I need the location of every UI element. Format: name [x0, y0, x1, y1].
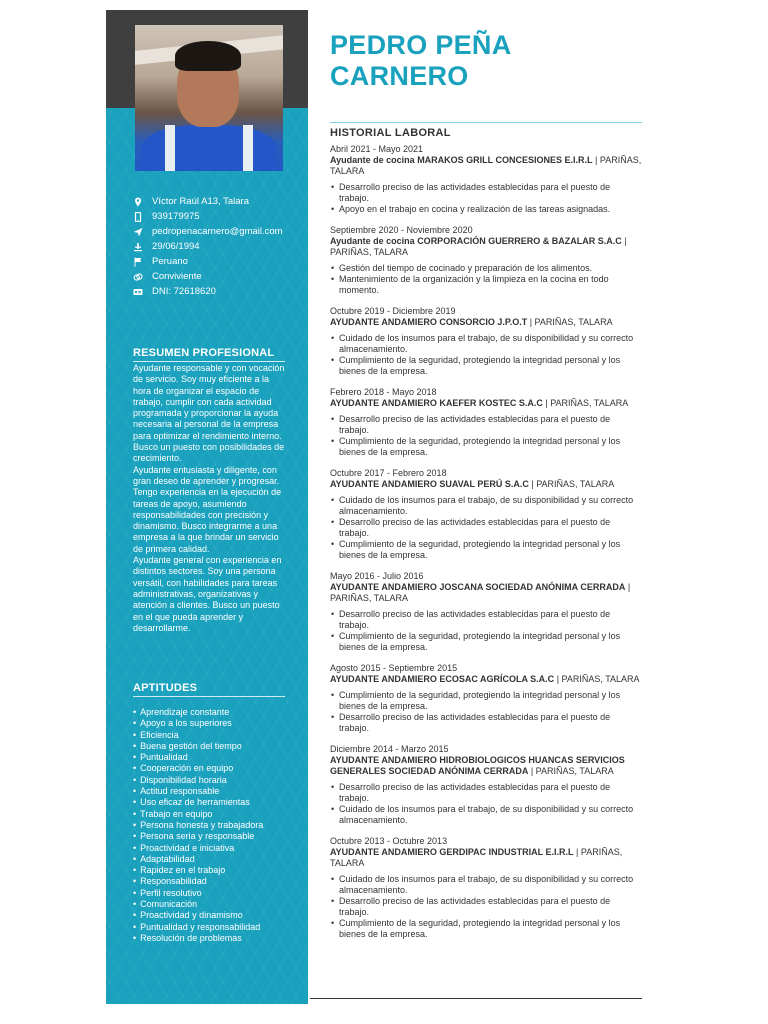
job-entry — [330, 836, 642, 940]
candidate-name — [330, 30, 642, 92]
job-bullet: • Cumplimiento de la seguridad, protegiendo la integridad personal y los bienes de la empresa. — [330, 690, 642, 712]
job-location: | PARIÑAS, TALARA — [542, 398, 629, 408]
job-location: | PARIÑAS, TALARA — [528, 766, 614, 776]
job-bullet: • Cuidado de los insumos para el trabajo, de su disponibilidad y su correcto almacenamiento. — [330, 495, 642, 517]
calendar-icon — [132, 241, 144, 252]
job-bullets — [330, 263, 642, 296]
job-dates: Agosto 2015 - Septiembre 2015 — [330, 663, 458, 673]
job-bullets — [330, 333, 642, 377]
summary-text — [133, 363, 285, 634]
footer-divider — [310, 998, 642, 999]
skill-item: • Proactividad y dinamismo — [133, 910, 293, 921]
job-bullet: • Apoyo en el trabajo en cocina y realización de las tareas asignadas. — [330, 204, 642, 215]
contact-row — [132, 241, 302, 252]
job-bullet: • Cumplimiento de la seguridad, protegiendo la integridad personal y los bienes de la empresa. — [330, 355, 642, 377]
job-bullet: • Mantenimiento de la organización y la limpieza en la cocina en todo momento. — [330, 274, 642, 296]
main-content — [330, 30, 642, 939]
skill-item: • Proactividad e iniciativa — [133, 843, 293, 854]
job-dates: Abril 2021 - Mayo 2021 — [330, 144, 424, 154]
job-entry — [330, 144, 642, 215]
job-bullet: • Desarrollo preciso de las actividades establecidas para el puesto de trabajo. — [330, 517, 642, 539]
job-dates: Septiembre 2020 - Noviembre 2020 — [330, 225, 473, 235]
location-pin-icon — [132, 196, 144, 207]
job-entry — [330, 468, 642, 561]
job-bullet: • Cumplimiento de la seguridad, protegiendo la integridad personal y los bienes de la empresa. — [330, 539, 642, 561]
contact-list — [132, 196, 302, 301]
job-role: AYUDANTE ANDAMIERO SUAVAL PERÚ S.A.C — [330, 479, 529, 489]
job-dates: Octubre 2017 - Febrero 2018 — [330, 468, 447, 478]
contact-row — [132, 286, 302, 297]
summary-title: RESUMEN PROFESIONAL — [133, 347, 275, 359]
skill-item: • Disponibilidad horaria — [133, 775, 293, 786]
job-role: AYUDANTE ANDAMIERO KAEFER KOSTEC S.A.C — [330, 398, 543, 408]
job-entry — [330, 225, 642, 296]
profile-photo — [135, 25, 283, 171]
job-dates: Octubre 2019 - Diciembre 2019 — [330, 306, 456, 316]
skill-item: • Comunicación — [133, 899, 293, 910]
contact-text: Víctor Raúl A13, Talara — [152, 196, 249, 207]
job-location: | PARIÑAS, TALARA — [330, 582, 631, 603]
job-dates: Mayo 2016 - Julio 2016 — [330, 571, 424, 581]
job-role-line — [330, 674, 642, 685]
job-bullet: • Cumplimiento de la seguridad, protegiendo la integridad personal y los bienes de la empresa. — [330, 436, 642, 458]
id-card-icon — [132, 286, 144, 297]
phone-icon — [132, 211, 144, 222]
skill-item: • Responsabilidad — [133, 876, 293, 887]
job-role: AYUDANTE ANDAMIERO CONSORCIO J.P.O.T — [330, 317, 528, 327]
job-location: | PARIÑAS, TALARA — [330, 236, 627, 257]
job-bullet: • Cumplimiento de la seguridad, protegiendo la integridad personal y los bienes de la empresa. — [330, 631, 642, 653]
contact-row — [132, 256, 302, 267]
name-line-2: CARNERO — [330, 61, 469, 91]
job-role: AYUDANTE ANDAMIERO ECOSAC AGRÍCOLA S.A.C — [330, 674, 555, 684]
job-role-line — [330, 155, 642, 177]
job-bullet: • Cuidado de los insumos para el trabajo, de su disponibilidad y su correcto almacenamiento. — [330, 874, 642, 896]
skill-item: • Puntualidad y responsabilidad — [133, 922, 293, 933]
contact-row — [132, 271, 302, 282]
job-bullets — [330, 414, 642, 458]
job-role: Ayudante de cocina MARAKOS GRILL CONCESIONES E.I.R.L — [330, 155, 593, 165]
job-location: | PARIÑAS, TALARA — [330, 847, 623, 868]
contact-row — [132, 196, 302, 207]
job-bullets — [330, 182, 642, 215]
job-role: AYUDANTE ANDAMIERO GERDIPAC INDUSTRIAL E.I.R.L — [330, 847, 574, 857]
skill-item: • Eficiencia — [133, 730, 293, 741]
contact-text: 29/06/1994 — [152, 241, 200, 252]
job-role-line — [330, 582, 642, 604]
contact-text: Conviviente — [152, 271, 202, 282]
skill-item: • Trabajo en equipo — [133, 809, 293, 820]
skills-list — [133, 707, 293, 944]
job-entry — [330, 387, 642, 458]
job-entry — [330, 571, 642, 653]
summary-rule — [133, 361, 285, 362]
contact-text: pedropenacarnero@gmail.com — [152, 226, 283, 237]
job-location: | PARIÑAS, TALARA — [527, 317, 613, 327]
job-bullet: • Desarrollo preciso de las actividades establecidas para el puesto de trabajo. — [330, 712, 642, 734]
job-entry — [330, 306, 642, 377]
skill-item: • Resolución de problemas — [133, 933, 293, 944]
skill-item: • Buena gestión del tiempo — [133, 741, 293, 752]
job-bullets — [330, 690, 642, 734]
summary-paragraph: Ayudante responsable y con vocación de servicio. Soy muy eficiente a la hora de organizar el espacio de trabajo, cumplir con cada actividad programada y proporcionar la ayuda necesaria al personal de la empresa para optimizar el rendimiento interno. Busco un puesto con posibilidades de crecimiento. — [133, 363, 285, 464]
skill-item: • Aprendizaje constante — [133, 707, 293, 718]
job-role-line — [330, 236, 642, 258]
job-bullet: • Desarrollo preciso de las actividades establecidas para el puesto de trabajo. — [330, 182, 642, 204]
contact-text: DNI: 72618620 — [152, 286, 216, 297]
job-bullets — [330, 495, 642, 561]
contact-row — [132, 226, 302, 237]
job-entry — [330, 744, 642, 826]
skill-item: • Persona seria y responsable — [133, 831, 293, 842]
job-role-line — [330, 317, 642, 328]
job-bullets — [330, 874, 642, 940]
skill-item: • Persona honesta y trabajadora — [133, 820, 293, 831]
send-icon — [132, 226, 144, 237]
skill-item: • Uso eficaz de herramientas — [133, 797, 293, 808]
skill-item: • Adaptabilidad — [133, 854, 293, 865]
job-bullet: • Desarrollo preciso de las actividades establecidas para el puesto de trabajo. — [330, 782, 642, 804]
flag-icon — [132, 256, 144, 267]
job-bullet: • Cuidado de los insumos para el trabajo, de su disponibilidad y su correcto almacenamiento. — [330, 804, 642, 826]
job-role-line — [330, 755, 642, 777]
job-bullets — [330, 782, 642, 826]
name-divider — [330, 122, 642, 123]
skill-item: • Apoyo a los superiores — [133, 718, 293, 729]
job-role: AYUDANTE ANDAMIERO HIDROBIOLOGICOS HUANCAS SERVICIOS GENERALES SOCIEDAD ANÓNIMA CERRADA — [330, 755, 625, 776]
job-dates: Octubre 2013 - Octubre 2013 — [330, 836, 448, 846]
job-role: AYUDANTE ANDAMIERO JOSCANA SOCIEDAD ANÓNIMA CERRADA — [330, 582, 626, 592]
skills-title: APTITUDES — [133, 682, 198, 694]
job-bullet: • Desarrollo preciso de las actividades establecidas para el puesto de trabajo. — [330, 896, 642, 918]
skill-item: • Rapidez en el trabajo — [133, 865, 293, 876]
skill-item: • Cooperación en equipo — [133, 763, 293, 774]
job-bullet: • Desarrollo preciso de las actividades establecidas para el puesto de trabajo. — [330, 609, 642, 631]
job-role-line — [330, 479, 642, 490]
job-location: | PARIÑAS, TALARA — [330, 155, 642, 176]
job-bullet: • Desarrollo preciso de las actividades establecidas para el puesto de trabajo. — [330, 414, 642, 436]
rings-icon — [132, 271, 144, 282]
name-line-1: PEDRO PEÑA — [330, 30, 512, 60]
job-role: Ayudante de cocina CORPORACIÓN GUERRERO & BAZALAR S.A.C — [330, 236, 622, 246]
sidebar — [106, 10, 308, 1004]
history-title: HISTORIAL LABORAL — [330, 127, 451, 139]
job-role-line — [330, 398, 642, 409]
job-bullets — [330, 609, 642, 653]
summary-paragraph: Ayudante entusiasta y diligente, con gran deseo de aprender y progresar. Tengo experiencia en la ejecución de tareas de apoyo, asumiendo responsabilidades con precisión y dinamismo. Busco integrarme a una empresa a la que brindar un servicio de primera calidad. — [133, 464, 282, 554]
job-location: | PARIÑAS, TALARA — [554, 674, 640, 684]
contact-text: 939179975 — [152, 211, 200, 222]
job-dates: Febrero 2018 - Mayo 2018 — [330, 387, 437, 397]
job-bullet: • Cuidado de los insumos para el trabajo, de su disponibilidad y su correcto almacenamiento. — [330, 333, 642, 355]
job-history — [330, 144, 642, 950]
skill-item: • Puntualidad — [133, 752, 293, 763]
skill-item: • Perfil resolutivo — [133, 888, 293, 899]
contact-row — [132, 211, 302, 222]
job-location: | PARIÑAS, TALARA — [528, 479, 615, 489]
skill-item: • Actitud responsable — [133, 786, 293, 797]
job-bullet: • Gestión del tiempo de cocinado y preparación de los alimentos. — [330, 263, 642, 274]
skills-rule — [133, 696, 285, 697]
job-bullet: • Cumplimiento de la seguridad, protegiendo la integridad personal y los bienes de la empresa. — [330, 918, 642, 940]
summary-paragraph: Ayudante general con experiencia en distintos sectores. Soy una persona versátil, con habilidades para tareas administrativas, organizativas y atención a clientes. Busco un puesto en el que pueda aprender y desarrollarme. — [133, 555, 282, 633]
job-dates: Diciembre 2014 - Marzo 2015 — [330, 744, 449, 754]
contact-text: Peruano — [152, 256, 188, 267]
job-entry — [330, 663, 642, 734]
job-role-line — [330, 847, 642, 869]
